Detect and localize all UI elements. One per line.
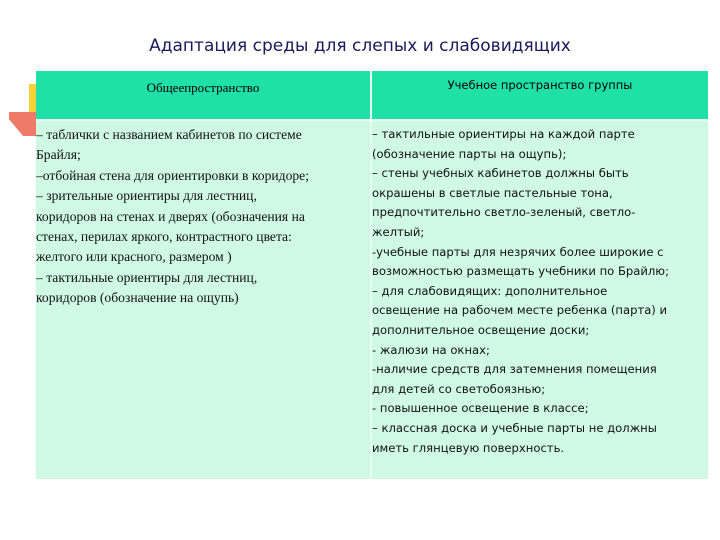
text-line: стенах, перилах яркого, контрастного цвета: — [36, 229, 292, 245]
text-line: иметь глянцевую поверхность. — [372, 440, 565, 455]
header-group-space: Учебное пространство группы — [372, 71, 708, 119]
cell-group-space — [372, 121, 708, 479]
row-divider — [36, 119, 708, 121]
text-line: -наличие средств для затемнения помещения — [372, 362, 657, 377]
common-space-list — [36, 125, 309, 309]
text-line: коридоров (обозначение на ощупь) — [36, 290, 239, 306]
text-line: – тактильные ориентиры для лестниц, — [36, 269, 258, 285]
header-common-space: Общеепространство — [36, 71, 370, 119]
text-line: – таблички с названием кабинетов по системе — [36, 127, 302, 142]
text-line: желтый; — [372, 224, 425, 239]
text-line: окрашены в светлые пастельные тона, — [372, 185, 613, 200]
page-title: Адаптация среды для слепых и слабовидящих — [149, 36, 571, 56]
text-line: предпочтительно светло-зеленый, светло- — [372, 205, 636, 220]
text-line: для детей со светобоязнью; — [372, 381, 546, 396]
column-divider — [370, 71, 372, 479]
text-line: – зрительные ориентиры для лестниц, — [36, 188, 257, 204]
text-line: – тактильные ориентиры на каждой парте — [372, 127, 635, 141]
adaptation-table — [36, 71, 708, 479]
text-line: возможностью размещать учебники по Брайлю; — [372, 264, 669, 279]
text-line: –отбойная стена для ориентировки в коридоре; — [36, 167, 309, 183]
decorative-red-shape — [9, 112, 37, 136]
text-line: – классная доска и учебные парты не должны — [372, 420, 657, 435]
text-line: Брайля; — [36, 147, 81, 163]
text-line: (обозначение парты на ощупь); — [372, 146, 567, 161]
text-line: - повышенное освещение в классе; — [372, 401, 589, 416]
text-line: – для слабовидящих: дополнительное — [372, 283, 608, 298]
text-line: -учебные парты для незрячих более широкие с — [372, 244, 664, 259]
cell-common-space — [36, 121, 370, 479]
text-line: коридоров на стенах и дверях (обозначения на — [36, 208, 305, 224]
group-space-list — [372, 125, 669, 458]
text-line: - жалюзи на окнах; — [372, 342, 490, 357]
text-line: освещение на рабочем месте ребенка (парта) и — [372, 303, 668, 318]
text-line: желтого или красного, размером ) — [36, 249, 232, 265]
text-line: – стены учебных кабинетов должны быть — [372, 166, 629, 181]
text-line: дополнительное освещение доски; — [372, 322, 590, 337]
